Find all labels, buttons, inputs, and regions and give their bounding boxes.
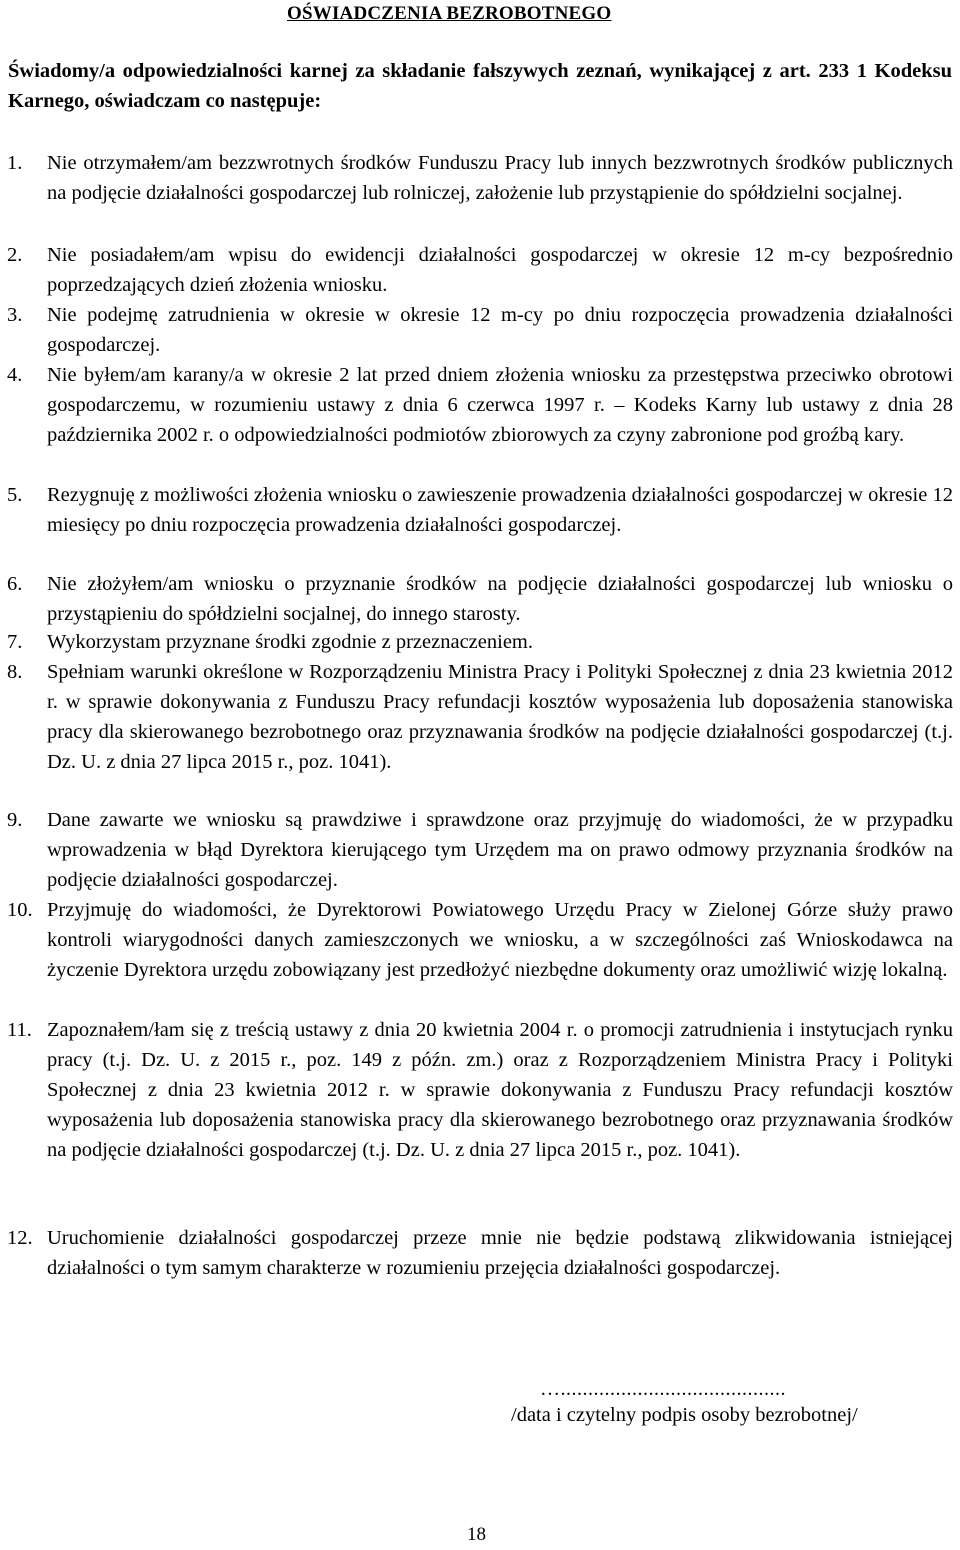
signature-line: …......................................... (540, 1378, 786, 1400)
item-number: 1. (7, 152, 23, 174)
item-number: 6. (7, 573, 23, 595)
signature-caption: /data i czytelny podpis osoby bezrobotnej/ (511, 1404, 858, 1426)
item-text: Zapoznałem/łam się z treścią ustawy z dnia 20 kwietnia 2004 r. o promocji zatrudnienia i instytucjach rynku pracy (t.j. Dz. U. z 2015 r., poz. 149 z późn. zm.) oraz z Rozporządzeniem Ministra Pracy i Polityki Społecznej z dnia 23 kwietnia 2012 r. w sprawie dokonywania z Funduszu Pracy refundacji kosztów wyposażenia lub doposażenia stanowiska pracy dla skierowanego bezrobotnego oraz przyznawania środków na podjęcie działalności gospodarczej (t.j. Dz. U. z dnia 27 lipca 2015 r., poz. 1041). (47, 1019, 953, 1161)
item-number: 2. (7, 244, 23, 266)
item-number: 8. (7, 661, 23, 683)
page-number: 18 (467, 1524, 486, 1545)
intro-statement: Świadomy/a odpowiedzialności karnej za składanie fałszywych zeznań, wynikającej z art. 233 1 Kodeksu Karnego, oświadczam co następuje: (8, 60, 952, 112)
item-text: Dane zawarte we wniosku są prawdziwe i sprawdzone oraz przyjmuję do wiadomości, że w przypadku wprowadzenia w błąd Dyrektora kierującego tym Urzędem ma on prawo odmowy przyznania środków na podjęcie działalności gospodarczej. (47, 809, 953, 891)
item-text: Nie podejmę zatrudnienia w okresie w okresie 12 m-cy po dniu rozpoczęcia prowadzenia działalności gospodarczej. (47, 304, 953, 356)
item-text: Wykorzystam przyznane środki zgodnie z przeznaczeniem. (47, 631, 533, 653)
item-text: Rezygnuję z możliwości złożenia wniosku o zawieszenie prowadzenia działalności gospodarczej w okresie 12 miesięcy po dniu rozpoczęcia prowadzenia działalności gospodarczej. (47, 484, 953, 536)
item-number: 3. (7, 304, 23, 326)
item-text: Nie otrzymałem/am bezzwrotnych środków Funduszu Pracy lub innych bezzwrotnych środków publicznych na podjęcie działalności gospodarczej lub rolniczej, założenie lub przystąpienie do spółdzielni socjalnej. (47, 152, 953, 204)
item-text: Uruchomienie działalności gospodarczej przeze mnie nie będzie podstawą zlikwidowania istniejącej działalności o tym samym charakterze w rozumieniu przejęcia działalności gospodarczej. (47, 1227, 953, 1279)
item-number: 9. (7, 809, 23, 831)
item-text: Nie byłem/am karany/a w okresie 2 lat przed dniem złożenia wniosku za przestępstwa przeciwko obrotowi gospodarczemu, w rozumieniu ustawy z dnia 6 czerwca 1997 r. – Kodeks Karny lub ustawy z dnia 28 października 2002 r. o odpowiedzialności podmiotów zbiorowych za czyny zabronione pod groźbą kary. (47, 364, 953, 446)
document-title: OŚWIADCZENIA BEZROBOTNEGO (287, 3, 612, 24)
item-text: Spełniam warunki określone w Rozporządzeniu Ministra Pracy i Polityki Społecznej z dnia 23 kwietnia 2012 r. w sprawie dokonywania z Funduszu Pracy refundacji kosztów wyposażenia lub doposażenia stanowiska pracy dla skierowanego bezrobotnego oraz przyznawania środków na podjęcie działalności gospodarczej (t.j. Dz. U. z dnia 27 lipca 2015 r., poz. 1041). (47, 661, 953, 773)
item-text: Przyjmuję do wiadomości, że Dyrektorowi Powiatowego Urzędu Pracy w Zielonej Górze służy prawo kontroli wiarygodności danych zamieszczonych we wniosku, a w szczególności zaś Wnioskodawca na życzenie Dyrektora urzędu zobowiązany jest przedłożyć niezbędne dokumenty oraz umożliwić wizję lokalną. (47, 899, 953, 981)
item-number: 12. (7, 1227, 33, 1249)
item-number: 10. (7, 899, 33, 921)
item-text: Nie posiadałem/am wpisu do ewidencji działalności gospodarczej w okresie 12 m-cy bezpośrednio poprzedzających dzień złożenia wniosku. (47, 244, 953, 296)
item-number: 7. (7, 631, 23, 653)
item-number: 11. (7, 1019, 32, 1041)
item-number: 4. (7, 364, 23, 386)
item-number: 5. (7, 484, 23, 506)
item-text: Nie złożyłem/am wniosku o przyznanie środków na podjęcie działalności gospodarczej lub wniosku o przystąpieniu do spółdzielni socjalnej, do innego starosty. (47, 573, 953, 625)
